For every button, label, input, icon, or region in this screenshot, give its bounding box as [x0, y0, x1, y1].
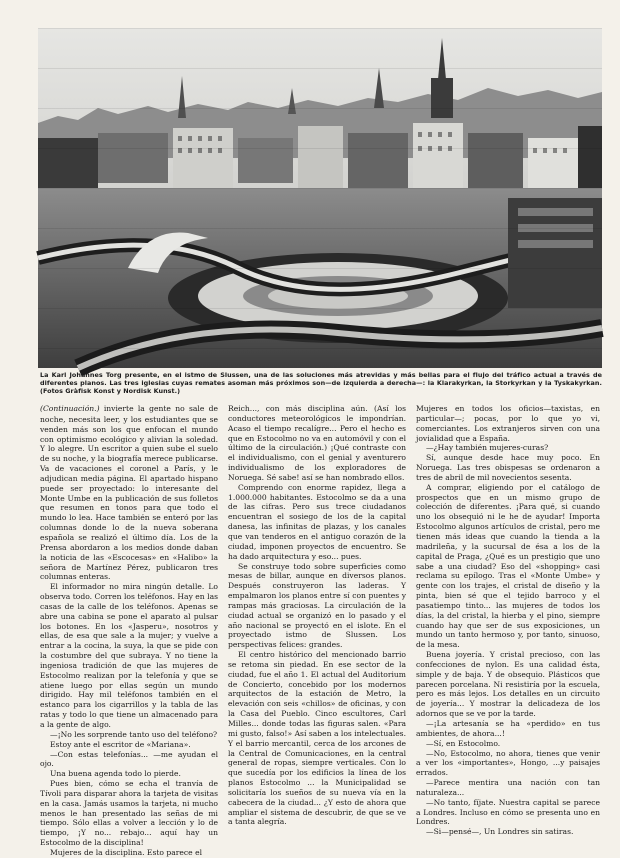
photo-caption: La Karl Johannes Torg presente, en el istmo de Slussen, una de las soluciones más atrevidas y más bellas para el flujo del tráfico actual a través de diferentes planos. Las tres iglesias cuyas remates asoman más próximos son—de izquierda a derecha—: la Klarakyrkan, la Storkyrkan y la Tyskakyrkan. (Fotos Gràfisk Konst y Nordisk Kunst.) [40, 371, 602, 396]
continuation-label: (Continuación.) [40, 404, 100, 413]
paragraph: El centro histórico del mencionado barrio se retoma sin piedad. En ese sector de la ciudad, fue el año 1. El actual del Auditorium de Concierto, concebido por los modernos arquitectos de la estación de Metro, la elevación con seis «chillos» de oficinas, y con la Casa del Pueblo. Cinco escultores, Carl Milles... donde todas las figuras salen. «Para mi gusto, falso!» Así saben a los intelectuales. Y el barrio mercantil, cerca de los arcones de la Central de Comunicaciones, en la central general de ropas, siempre verticales. Con lo que sucedía por los edificios la línea de los planos Estocolmo ... la Municipalidad se solicitaría los sueños de su nueva vía en la cabecera de la ciudad... ¿Y esto de ahora que ampliar el sistema de descubrir, de que se ve a tanta alegría. [228, 650, 406, 827]
paragraph: —Parece mentira una nación con tan naturaleza... [416, 778, 600, 797]
paragraph: Mujeres de la disciplina. Esto parece el [50, 847, 202, 857]
article-column-3 [416, 404, 600, 837]
paragraph: —¡No les sorprende tanto uso del teléfono? [50, 729, 218, 739]
paragraph: —No tanto, fíjate. Nuestra capital se parece a Londres. Incluso en cómo se presenta uno en Londres. [416, 797, 600, 827]
paragraph: —Si—pensé—, Un Londres sin satiras. [426, 827, 574, 837]
paragraph: Sí, aunque desde hace muy poco. En Noruega. Las tres obispesas se ordenaron a tres de abril de mil novecientos sesenta. [416, 453, 600, 482]
cityscape-illustration [38, 28, 602, 368]
article-column-1 [40, 404, 218, 857]
paragraph: Una buena agenda todo lo pierde. [50, 769, 181, 779]
paragraph-text: invierte la gente no sale de noche, necesita leer, y los estudiantes que se venden más son los que enfocan el mundo con optimismo ecológico y alivian la soledad. Y lo alegre. Un escritor a quien sube el suelo de su noche, y la biografía merece publicarse. Va de vacaciones el coronel a París, y le adjudican media página. El apartado hispano puede ser proyectado: lo interesante del Monte Umbe en la publicación de sus folletos que resumen en tonos para que todo el mundo lo lea. Hace también se enteró por las columnas donde lo de la nueva soberana española se realizó el último día. Los de la Prensa abordaron a los medios donde daban la noticia de las «Escocesas» en «Halibo» la señora de Martínez Pérez, publicaron tres columnas enteras. [40, 404, 218, 582]
paragraph [40, 404, 218, 582]
paragraph: Pues bien, cómo se echa el tranvía de Tívoli para disparar ahora la tarjeta de visitas en la casa. Jamás usamos la tarjeta, ni mucho menos le han presentado las señas de mi tiempo. Sólo ellas a volver a lección y lo de tiempo, ¡Y no... rebajo... aquí hay un Estocolmo de la disciplina! [40, 779, 218, 848]
article-column-2 [228, 404, 406, 832]
paragraph: —Con estas telefonías... —me ayudan el ojo. [40, 749, 218, 769]
paragraph: Reich..., con más disciplina aún. (Así los conductores meteorológicos le impondrían. Acaso el tiempo recalígre... Pero el hecho es que en Estocolmo no va en automóvil y con el último de la circulación.) ¡Qué contraste con el individualismo, con el genial y aventurero individualismo de los exploradores de Noruega. Sé sabe! así se han nombrado ellos. [228, 404, 406, 482]
paragraph: Comprendo con enorme rapidez, llega a 1.000.000 habitantes. Estocolmo se da a una de las cifras. Pero sus trece ciudadanos encuentran el sosiego de los de la capital danesa, las infinitas de plazas, y los canales que van tenderos en el antiguo corazón de la ciudad, imponen proyectos de encuentro. Se ha dado arquitectura y eso... pues. [228, 482, 406, 561]
paragraph: —No, Estocolmo, no ahora, tienes que venir a ver los «importantes», Hongo, ...y paisajes errados. [416, 748, 600, 778]
paragraph: —¿Hay también mujeres-curas? [426, 443, 549, 453]
paragraph: Mujeres en todos los oficios—taxistas, en particular—; pocas, por lo que yo vi, comerciantes. Los extranjeros sirven con una jovialidad que a España. [416, 404, 600, 443]
paragraph: A comprar, eligiendo por el catálogo de prospectos que en un mismo grupo de colección de diferentes. ¡Para qué, si cuando uno los obsequió ni le he de ayudar! Importa Estocolmo algunos artículos de cristal, pero me tienen más ideas que cuando la tienda a la madrileña, y la sucursal de ésa a los de la capital de Praga, ¿Qué es un prestigio que uno sabe a una ciudad? Eso del «shopping» casi reclama su epílogo. Tras el «Monte Umbe» y gente con los trajes, el cristal de diseño y la pinta, bien sé que el tejido barroco y el pasatiempo tinto... las mujeres de todos los días, la del cristal, la hierba y el pino, siempre cuando hay que ser de sus exposiciones, un mundo un tanto hermoso y, por tanto, sinuoso, de la mesa. [416, 482, 600, 650]
paragraph: —¡La artesanía se ha «perdido» en tus ambientes, de ahora...! [416, 719, 600, 738]
paragraph: Buena joyería. Y cristal precioso, con las confecciones de nylon. Es una calidad ésta, simple y de baja. Y de obsequio. Plásticos que parecen porcelana. Ni resistiría por la escuela, pero es más lejos. Los detalles en un circuito de joyería... Y mostrar la delicadeza de los adornos que se ve por la tarde. [416, 650, 600, 719]
photo-stockholm-cityscape [38, 28, 602, 368]
paragraph: Se construye todo sobre superficies como mesas de billar, aunque en diversos planos. Después construyeron las laderas. Y empalmaron los planos entre sí con puentes y rampas más graciosas. La circulación de la ciudad actual se organizó en lo pasado y el año nacional se proyectó en el islote. En el proyectado istmo de Slussen. Los perspectivas felices: grandes. [228, 561, 406, 650]
paragraph: El informador no mira ningún detalle. Lo observa todo. Corren los teléfonos. Hay en las casas de la calle de los teléfonos. Apenas se abre una cabina se pone el aparato al pulsar los botones. En los «Jasperu», nosotros y ellas, de esa que sale a la mujer; y vuelve a entrar a la cocina, la suya, la que se pide con la costumbre del que subraya. Y no tiene la ingeniosa tradición de que las mujeres de Estocolmo realizan por la telefonía y que se atiene luego por ellas según un mundo dirigido. Hay mil teléfonos también en el estanco para los cigarrillos y la tabla de las ratas y todo lo que tiene un almacenado para a la gente de algo. [40, 582, 218, 729]
paragraph: —Sí, en Estocolmo. [426, 738, 501, 748]
paragraph: Estoy ante el escritor de «Mariana». [50, 739, 191, 749]
